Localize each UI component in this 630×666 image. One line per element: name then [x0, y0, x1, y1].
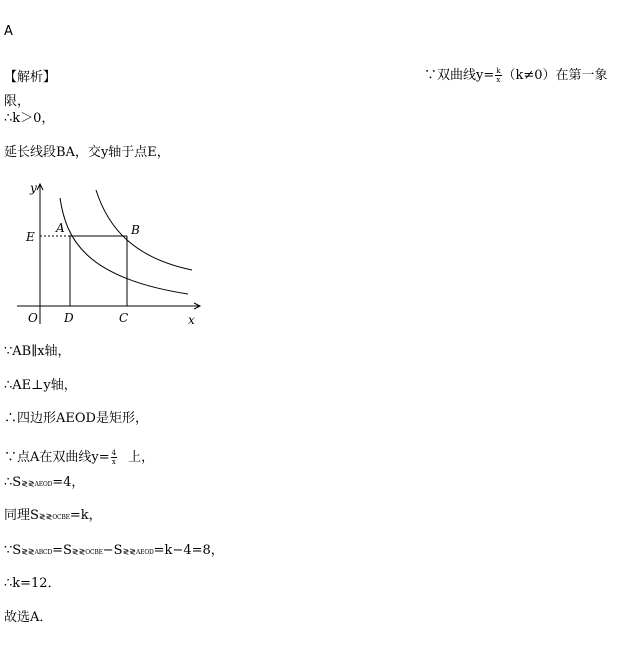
line-9: ∴S≷≷AEOD=4，: [4, 475, 85, 490]
label-B: B: [131, 223, 140, 237]
hyperbola-quadrant-line: ∵双曲线y= $\frac{k}{x}$ （k≠0）在第一象: [424, 67, 608, 84]
line-3: ∴k＞0，: [4, 111, 55, 126]
label-y: y: [30, 181, 37, 195]
label-D: D: [64, 311, 74, 325]
line-4: 延长线段BA，交y轴于点E，: [4, 145, 170, 160]
line-7: ∴四边形AEOD是矩形，: [4, 411, 148, 426]
label-A: A: [56, 221, 65, 235]
line-8: ∵点A在双曲线y= $\frac{4}{x}$ 上，: [4, 449, 155, 466]
line-11: ∵S≷≷ABCD=S≷≷OCBE−S≷≷AEOD=k−4=8，: [4, 543, 224, 558]
line-10: 同理S≷≷OCBE=k，: [4, 508, 102, 523]
line-6: ∴AE⊥y轴，: [4, 378, 77, 393]
label-x: x: [188, 313, 195, 327]
hyperbola-figure: [14, 178, 214, 328]
answer-text: A: [4, 24, 13, 39]
analysis-heading: 【解析】: [4, 70, 57, 85]
fraction-4-over-x: $\frac{4}{x}$: [111, 449, 117, 466]
label-E: E: [26, 230, 35, 244]
line-12: ∴k=12．: [4, 576, 61, 591]
label-O: O: [28, 311, 38, 325]
line-2: 限，: [4, 94, 31, 109]
label-C: C: [119, 311, 129, 325]
line-13: 故选A．: [4, 610, 53, 625]
line-5: ∵AB∥x轴，: [4, 344, 71, 359]
fraction-k-over-x: $\frac{k}{x}$: [496, 67, 501, 84]
